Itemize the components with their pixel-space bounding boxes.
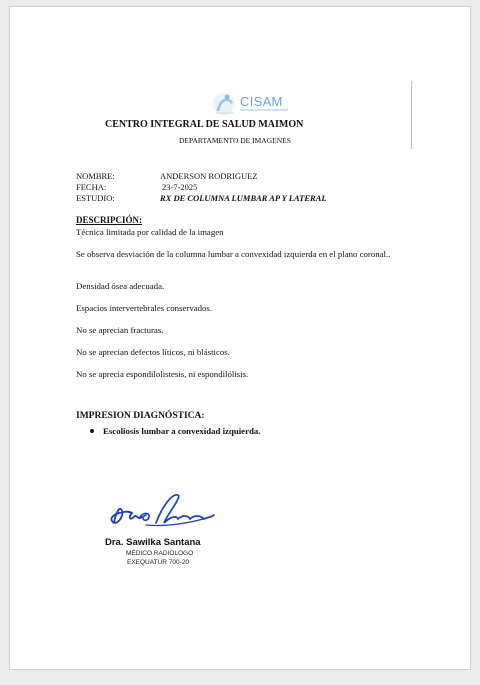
description-line: No se aprecia espondilolistesis, ni espondilólisis. <box>76 369 249 379</box>
logo-text: CISAM <box>240 94 283 109</box>
description-line: No se aprecian fracturas. <box>76 325 164 335</box>
impression-heading: IMPRESION DIAGNÓSTICA: <box>76 411 205 421</box>
date-value: 23-7-2025 <box>162 182 198 192</box>
institution-name: CENTRO INTEGRAL DE SALUD MAIMON <box>105 119 304 130</box>
description-line: Técnica limitada por calidad de la imagen <box>76 227 224 237</box>
description-line: Se observa desviación de la columna lumbar a convexidad izquierda en el plano coronal.. <box>76 249 391 259</box>
signer-title: MÉDICO RADIÓLOGO <box>126 550 194 557</box>
bullet-icon <box>90 429 94 433</box>
description-line: No se aprecian defectos líticos, ni blásticos. <box>76 347 230 357</box>
study-label: ESTUDIO: <box>76 193 115 203</box>
name-label: NOMBRE: <box>76 171 115 181</box>
margin-line <box>411 81 412 149</box>
logo-tagline <box>240 109 288 111</box>
signature-image <box>106 487 216 537</box>
signer-license: EXEQUATUR 700-20 <box>127 559 190 566</box>
description-line: Densidad ósea adecuada. <box>76 281 165 291</box>
document-page <box>9 6 471 670</box>
date-label: FECHA: <box>76 182 107 192</box>
description-heading: DESCRIPCIÓN: <box>76 215 143 225</box>
description-line: Espacios intervertebrales conservados. <box>76 303 213 313</box>
study-value: RX DE COLUMNA LUMBAR AP Y LATERAL <box>160 193 327 203</box>
name-value: ANDERSON RODRIGUEZ <box>160 171 258 181</box>
logo-icon <box>210 89 240 119</box>
signer-name: Dra. Sawilka Santana <box>105 537 201 548</box>
cisam-logo <box>210 89 290 119</box>
department-name: DEPARTAMENTO DE IMAGENES <box>179 136 291 145</box>
impression-text: Escoliosis lumbar a convexidad izquierda. <box>103 426 261 436</box>
